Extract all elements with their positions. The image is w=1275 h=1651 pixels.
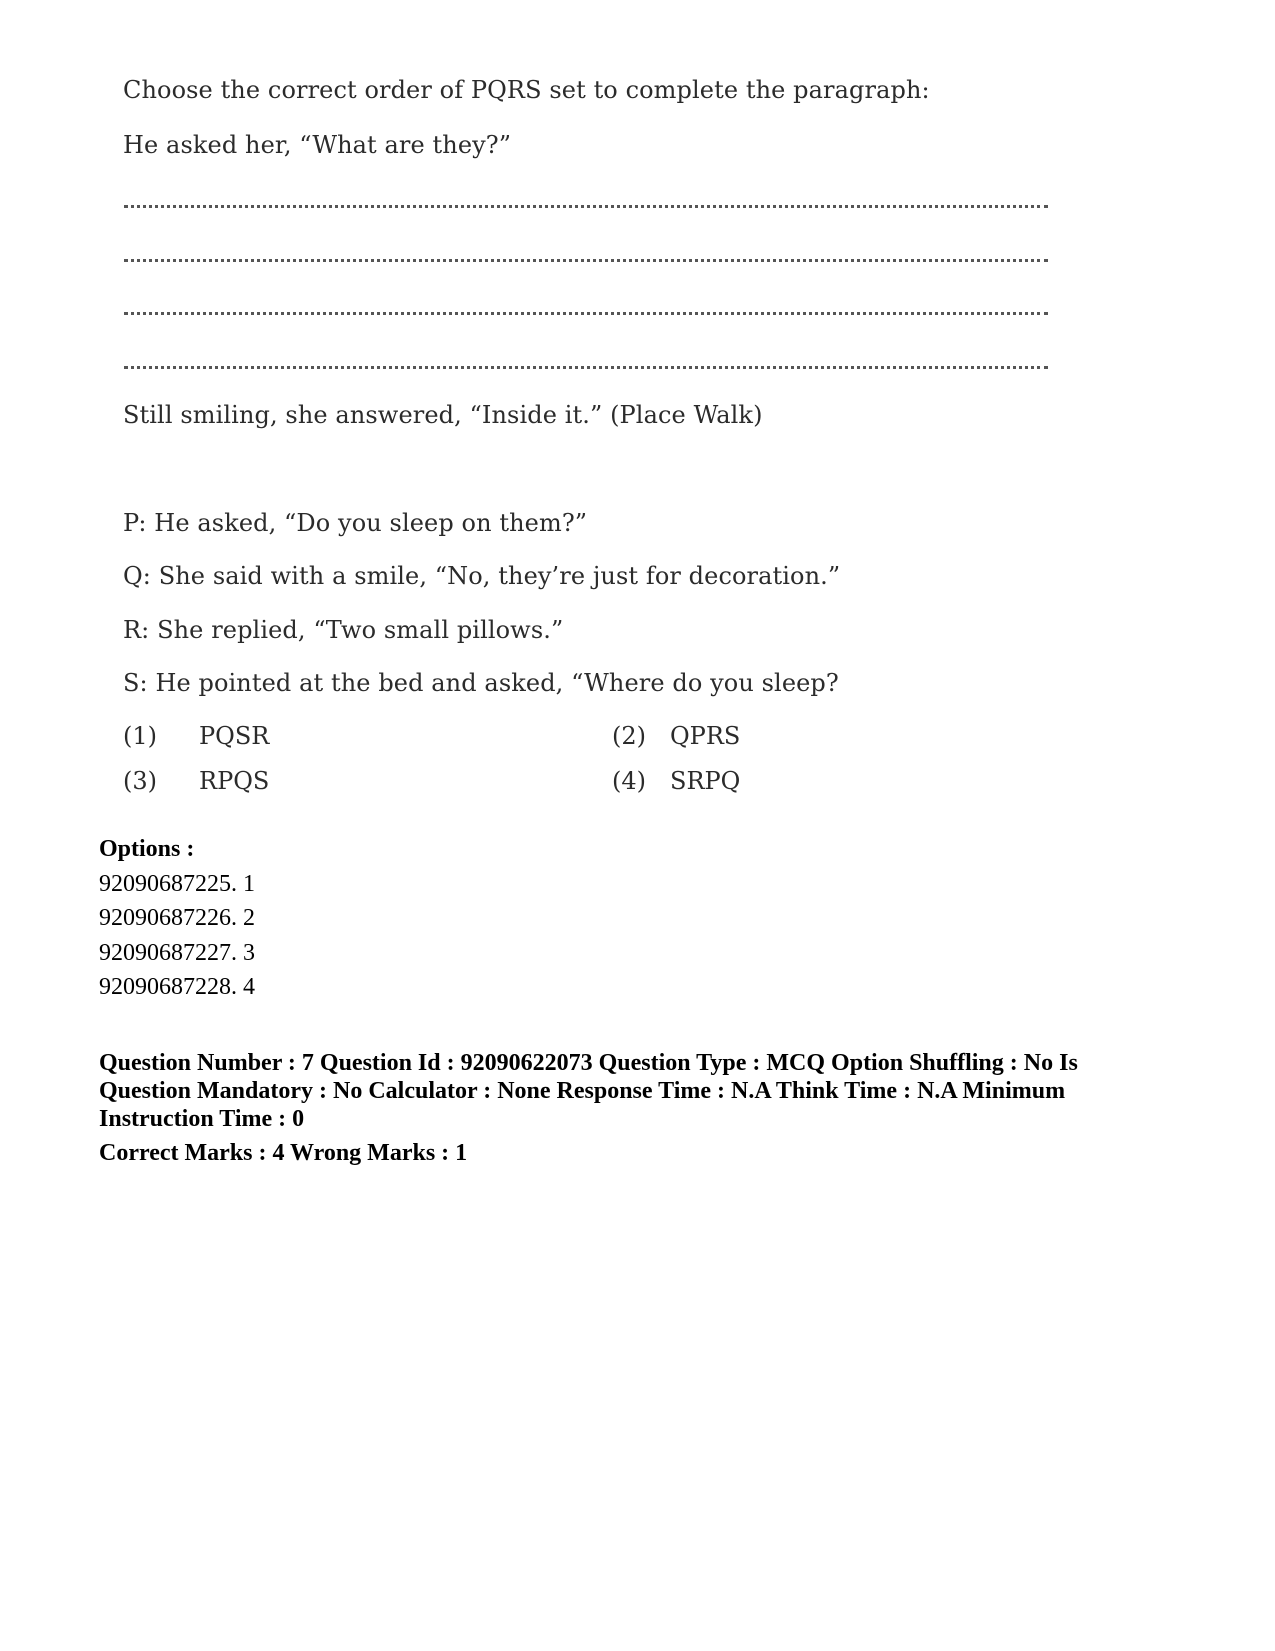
option-row-2: 92090687226. 2 — [99, 905, 255, 931]
statement-r: R: She replied, “Two small pillows.” — [123, 616, 564, 644]
option-row-1: 92090687225. 1 — [99, 871, 255, 897]
question-info-line-1: Question Number : 7 Question Id : 92090622073 Question Type : MCQ Option Shuffling : No Is — [99, 1050, 1078, 1076]
choice-4-text: SRPQ — [670, 767, 741, 795]
blank-line-1 — [124, 205, 1048, 208]
question-info-line-3: Instruction Time : 0 — [99, 1106, 305, 1132]
blank-line-4 — [124, 366, 1048, 369]
choice-3-number: (3) — [123, 767, 157, 795]
marks-line: Correct Marks : 4 Wrong Marks : 1 — [99, 1140, 468, 1166]
statement-q: Q: She said with a smile, “No, they’re just for decoration.” — [123, 562, 841, 590]
opening-line: He asked her, “What are they?” — [123, 131, 512, 159]
closing-line: Still smiling, she answered, “Inside it.” (Place Walk) — [123, 401, 763, 429]
choice-1-text: PQSR — [199, 722, 270, 750]
choice-2-text: QPRS — [670, 722, 741, 750]
option-row-4: 92090687228. 4 — [99, 974, 255, 1000]
option-row-3: 92090687227. 3 — [99, 940, 255, 966]
question-prompt: Choose the correct order of PQRS set to complete the paragraph: — [123, 76, 930, 104]
choice-3-text: RPQS — [199, 767, 270, 795]
choice-4-number: (4) — [612, 767, 646, 795]
choice-1-number: (1) — [123, 722, 157, 750]
blank-line-3 — [124, 312, 1048, 315]
statement-s: S: He pointed at the bed and asked, “Where do you sleep? — [123, 669, 839, 697]
question-info-line-2: Question Mandatory : No Calculator : None Response Time : N.A Think Time : N.A Minimum — [99, 1078, 1066, 1104]
choice-2-number: (2) — [612, 722, 646, 750]
options-heading: Options : — [99, 836, 195, 862]
statement-p: P: He asked, “Do you sleep on them?” — [123, 509, 588, 537]
blank-line-2 — [124, 259, 1048, 262]
